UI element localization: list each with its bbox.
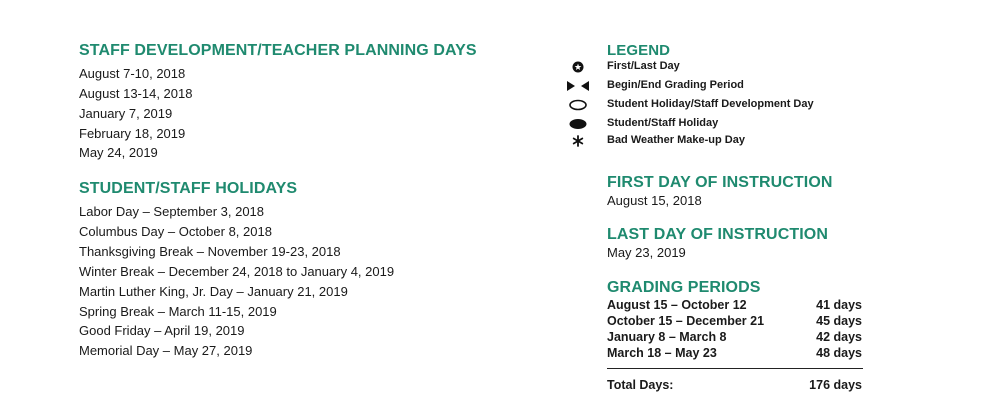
grading-period-days: 41 days <box>816 298 862 312</box>
total-days-label: Total Days: <box>607 378 674 392</box>
staff-development-heading: STAFF DEVELOPMENT/TEACHER PLANNING DAYS <box>79 42 477 59</box>
grading-period-days: 48 days <box>816 346 862 360</box>
grading-period-range: October 15 – December 21 <box>607 314 765 328</box>
legend-item-first-last-day <box>566 59 866 75</box>
grading-period-row <box>607 346 862 362</box>
grading-period-row <box>607 298 862 314</box>
grading-period-range: August 15 – October 12 <box>607 298 747 312</box>
legend-item-grading-period <box>566 78 866 94</box>
grading-period-days: 45 days <box>816 314 862 328</box>
grading-period-row <box>607 330 862 346</box>
legend-heading: LEGEND <box>607 42 671 59</box>
staff-development-item: May 24, 2019 <box>79 145 158 160</box>
first-day-heading: FIRST DAY OF INSTRUCTION <box>607 174 833 191</box>
legend-label: First/Last Day <box>607 60 680 72</box>
holidays-heading: STUDENT/STAFF HOLIDAYS <box>79 180 298 197</box>
grading-period-range: March 18 – May 23 <box>607 346 717 360</box>
holiday-item: Good Friday – April 19, 2019 <box>79 323 245 338</box>
staff-development-item: February 18, 2019 <box>79 126 186 141</box>
staff-development-item: August 7-10, 2018 <box>79 66 186 81</box>
star-circle-icon <box>566 59 590 75</box>
legend-label: Bad Weather Make-up Day <box>607 134 745 146</box>
last-day-heading: LAST DAY OF INSTRUCTION <box>607 226 828 243</box>
first-day-date: August 15, 2018 <box>607 193 702 208</box>
legend-label: Begin/End Grading Period <box>607 79 744 91</box>
legend-item-student-staff-holiday <box>566 116 866 132</box>
holiday-item: Labor Day – September 3, 2018 <box>79 204 265 219</box>
total-days-value: 176 days <box>809 378 862 392</box>
filled-oval-icon <box>566 116 590 132</box>
bowtie-triangles-icon <box>566 78 590 94</box>
legend-label: Student Holiday/Staff Development Day <box>607 98 814 110</box>
holiday-item: Spring Break – March 11-15, 2019 <box>79 304 277 319</box>
last-day-date: May 23, 2019 <box>607 245 686 260</box>
legend-item-bad-weather <box>566 133 866 149</box>
holiday-item: Winter Break – December 24, 2018 to January 4, 2019 <box>79 264 395 279</box>
holiday-item: Martin Luther King, Jr. Day – January 21, 2019 <box>79 284 348 299</box>
holiday-item: Thanksgiving Break – November 19-23, 2018 <box>79 244 341 259</box>
grading-periods-heading: GRADING PERIODS <box>607 279 761 296</box>
grading-period-days: 42 days <box>816 330 862 344</box>
open-oval-icon <box>566 97 590 113</box>
grading-period-row <box>607 314 862 330</box>
grading-period-range: January 8 – March 8 <box>607 330 727 344</box>
total-days-row <box>607 378 862 394</box>
legend-item-student-holiday-staff-dev <box>566 97 866 113</box>
holiday-item: Memorial Day – May 27, 2019 <box>79 343 253 358</box>
legend-label: Student/Staff Holiday <box>607 117 719 129</box>
staff-development-item: January 7, 2019 <box>79 106 173 121</box>
staff-development-item: August 13-14, 2018 <box>79 86 193 101</box>
holiday-item: Columbus Day – October 8, 2018 <box>79 224 272 239</box>
asterisk-icon <box>566 133 590 149</box>
total-divider <box>607 368 863 369</box>
